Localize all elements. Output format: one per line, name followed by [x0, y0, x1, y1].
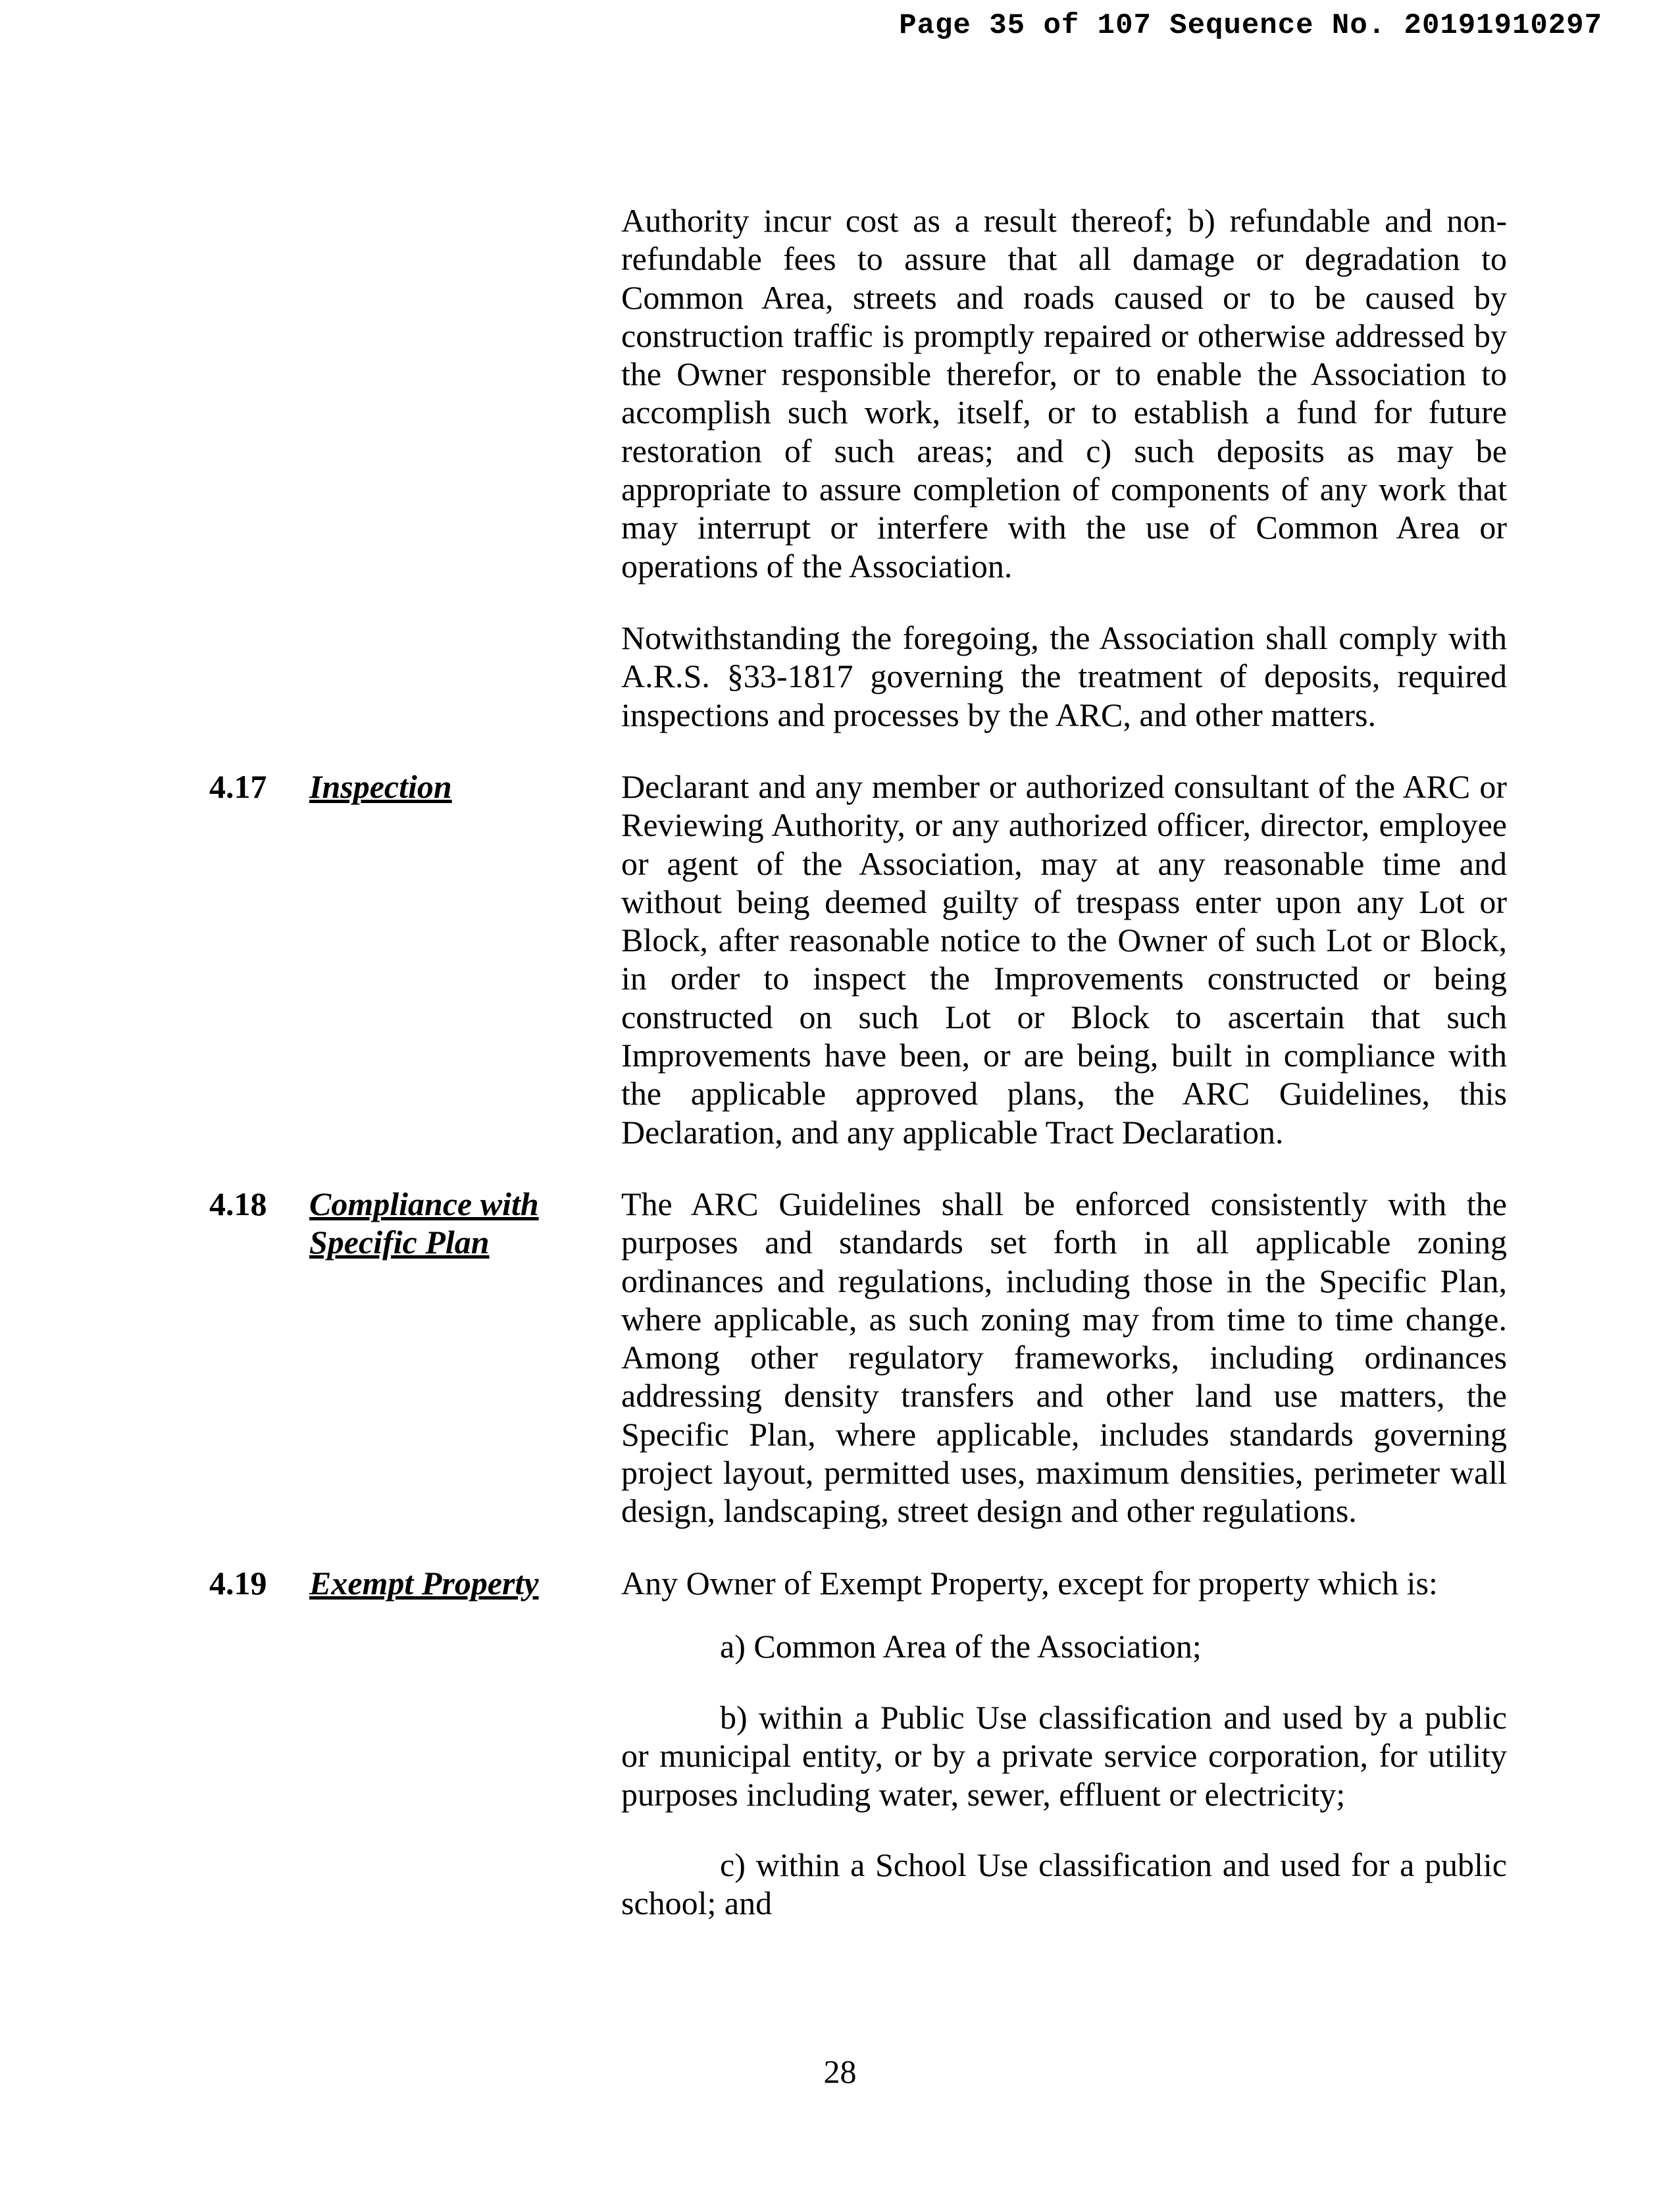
section-title: Exempt Property — [309, 1565, 539, 1602]
section-paragraph: The ARC Guidelines shall be enforced consistently with the purposes and standards set forth in all applicable zoning ordinances and regulations, including those in the Specific Plan, where applicable, as such zoning may from time to time change. Among other regulatory frameworks, including ordinances addressing density transfers and other land use matters, the Specific Plan, where applicable, includes standards governing project layout, permitted uses, maximum densities, perimeter wall design, landscaping, street design and other regulations. — [621, 1185, 1507, 1530]
page-number: 28 — [823, 2053, 857, 2090]
section-number: 4.19 — [209, 1565, 267, 1602]
exempt-item-a: a) Common Area of the Association; — [720, 1628, 1202, 1665]
exempt-item-b: b) within a Public Use classification and used by a public or municipal entity, or by a private service corporation, for utility purposes including water, sewer, effluent or electricity; — [621, 1699, 1507, 1813]
section-text — [621, 1564, 1507, 1602]
section-text — [621, 1185, 1507, 1530]
sequence-header: Page 35 of 107 Sequence No. 20191910297 — [899, 9, 1602, 42]
continuation-paragraph-2 — [621, 619, 1507, 734]
section-number: 4.17 — [209, 768, 267, 805]
exempt-item-c: c) within a School Use classification and used for a public school; and — [621, 1846, 1507, 1922]
section-paragraph: Any Owner of Exempt Property, except for property which is: — [621, 1565, 1438, 1602]
section-title: Inspection — [309, 768, 452, 805]
section-number: 4.18 — [209, 1185, 267, 1222]
continuation-text-1: Authority incur cost as a result thereof; b) refundable and non-refundable fees to assure that all damage or degradation to Common Area, streets and roads caused or to be caused by construction traffic is promptly repaired or otherwise addressed by the Owner responsible therefor, or to enable the Association to accomplish such work, itself, or to establish a fund for future restoration of such areas; and c) such deposits as may be appropriate to assure completion of components of any work that may interrupt or interfere with the use of Common Area or operations of the Association. — [621, 202, 1507, 585]
section-text — [621, 768, 1507, 1151]
continuation-text-2: Notwithstanding the foregoing, the Association shall comply with A.R.S. §33-1817 governing the treatment of deposits, required inspections and processes by the ARC, and other matters. — [621, 619, 1507, 733]
continuation-paragraph-1 — [621, 201, 1507, 585]
section-title: Compliance with Specific Plan — [309, 1185, 539, 1261]
section-paragraph: Declarant and any member or authorized consultant of the ARC or Reviewing Authority, or any authorized officer, director, employee or agent of the Association, may at any reasonable time and without being deemed guilty of trespass enter upon any Lot or Block, after reasonable notice to the Owner of such Lot or Block, in order to inspect the Improvements constructed or being constructed on such Lot or Block to ascertain that such Improvements have been, or are being, built in compliance with the applicable approved plans, the ARC Guidelines, this Declaration, and any applicable Tract Declaration. — [621, 768, 1507, 1151]
